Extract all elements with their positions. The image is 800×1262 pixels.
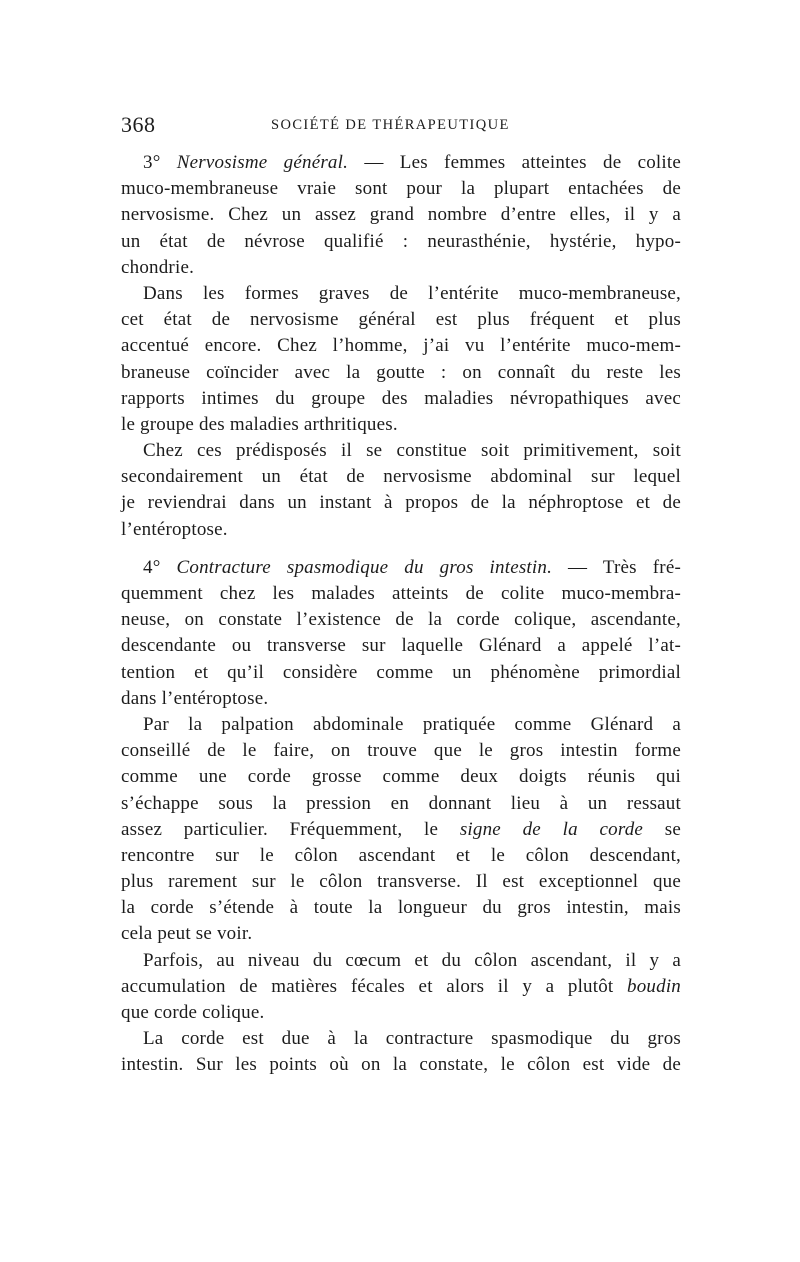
- text-line: descendante ou transverse sur laquelle Glénard a appelé l’at-: [121, 635, 681, 657]
- text-fragment: — Très fré-: [552, 556, 681, 578]
- text-line: je reviendrai dans un instant à propos de la néphroptose et de: [121, 492, 681, 514]
- text-line: comme une corde grosse comme deux doigts réunis qui: [121, 766, 681, 788]
- text-line: quemment chez les malades atteints de colite muco-membra-: [121, 583, 681, 604]
- body-text: [121, 150, 681, 1079]
- page-number: 368: [121, 112, 156, 137]
- text-line: La corde est due à la contracture spasmodique du gros: [143, 1028, 681, 1050]
- text-line: neuse, on constate l’existence de la corde colique, ascendante,: [121, 609, 681, 631]
- paragraph: [121, 712, 681, 948]
- text-fragment: se: [643, 818, 681, 840]
- text-line: muco-membraneuse vraie sont pour la plupart entachées de: [121, 178, 681, 200]
- emphasized-term: boudin: [627, 975, 681, 997]
- text-line: rencontre sur le côlon ascendant et le côlon descendant,: [121, 844, 681, 866]
- text-line: l’entéroptose.: [121, 518, 228, 540]
- text-line: Parfois, au niveau du cœcum et du côlon ascendant, il y a: [143, 949, 681, 971]
- paragraph: [121, 1026, 681, 1078]
- paragraph: [121, 438, 681, 543]
- section-title: Nervosisme général.: [176, 152, 349, 173]
- text-line: cela peut se voir.: [121, 923, 253, 945]
- text-line: un état de névrose qualifié : neurasthénie, hystérie, hypo-: [121, 230, 681, 252]
- text-line: que corde colique.: [121, 1002, 265, 1023]
- paragraph-contracture: [121, 555, 681, 712]
- text-line: plus rarement sur le côlon transverse. Il est exceptionnel que: [121, 871, 681, 893]
- running-title: SOCIÉTÉ DE THÉRAPEUTIQUE: [271, 117, 510, 133]
- page-header: [121, 112, 681, 142]
- text-line: tention et qu’il considère comme un phénomène primordial: [121, 661, 681, 683]
- text-line: le groupe des maladies arthritiques.: [121, 413, 398, 435]
- section-title: Contracture spasmodique du gros intestin.: [176, 556, 553, 578]
- text-line: secondairement un état de nervosisme abdominal sur lequel: [121, 466, 681, 488]
- text-line: conseillé de le faire, on trouve que le gros intestin forme: [121, 740, 681, 762]
- text-line: Par la palpation abdominale pratiquée comme Glénard a: [143, 713, 681, 735]
- section-number: 3°: [143, 152, 161, 173]
- paragraph: [121, 948, 681, 1027]
- text-line: s’échappe sous la pression en donnant lieu à un ressaut: [121, 792, 681, 814]
- section-heading-line: [121, 555, 681, 581]
- paragraph-nervosisme: [121, 150, 681, 281]
- text-line-with-emphasis: [121, 817, 681, 843]
- section-heading-line: [121, 150, 681, 176]
- text-line: cet état de nervosisme général est plus fréquent et plus: [121, 309, 681, 331]
- paragraph: [121, 281, 681, 438]
- text-line: braneuse coïncider avec la goutte : on connaît du reste les: [121, 361, 681, 383]
- text-line: chondrie.: [121, 256, 195, 278]
- text-line: la corde s’étende à toute la longueur du gros intestin, mais: [121, 897, 681, 919]
- text-line: accentué encore. Chez l’homme, j’ai vu l’entérite muco-mem-: [121, 335, 681, 357]
- text-fragment: assez particulier. Fréquemment, le: [121, 818, 460, 840]
- text-fragment: — Les femmes atteintes de colite: [348, 152, 682, 173]
- section-number: 4°: [143, 556, 161, 578]
- text-line-with-emphasis: [121, 974, 681, 1000]
- text-line: rapports intimes du groupe des maladies névropathiques avec: [121, 387, 681, 409]
- text-line: Dans les formes graves de l’entérite muco-membraneuse,: [143, 282, 681, 304]
- text-line: dans l’entéroptose.: [121, 687, 269, 709]
- text-line: nervosisme. Chez un assez grand nombre d’entre elles, il y a: [121, 204, 681, 226]
- text-line: Chez ces prédisposés il se constitue soit primitivement, soit: [143, 440, 681, 462]
- text-fragment: accumulation de matières fécales et alors il y a plutôt: [121, 975, 628, 997]
- text-line: intestin. Sur les points où on la constate, le côlon est vide de: [121, 1054, 681, 1076]
- emphasized-term: signe de la corde: [459, 818, 644, 840]
